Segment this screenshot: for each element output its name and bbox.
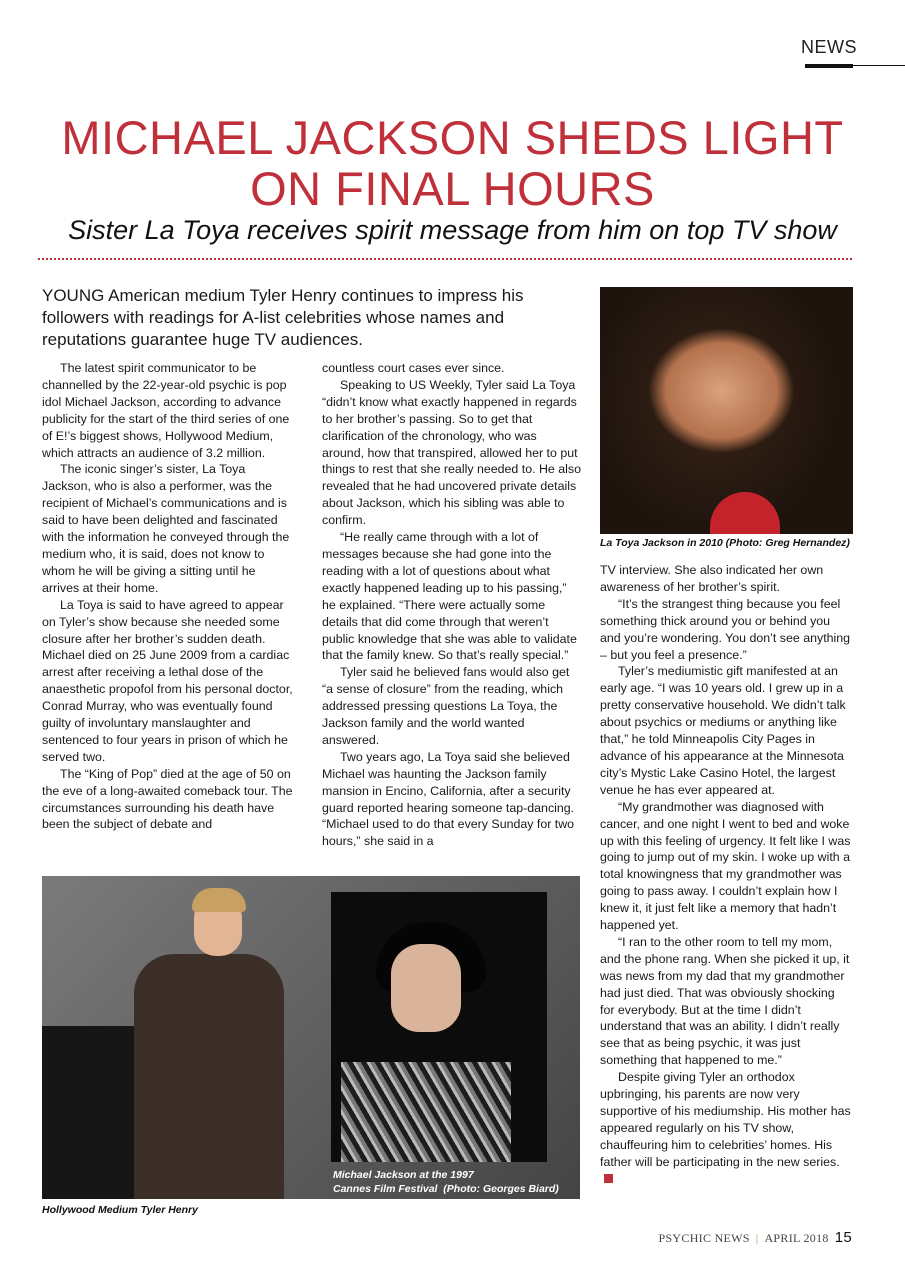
paragraph: “I ran to the other room to tell my mom, and the phone rang. When she picked it up, it was news from my dad that my grandmother had just died. That was obviously shocking for everybody. But at the time I didn’t understand that was an ability. I didn’t really see that as being psychic, it was just something that happened to me.” [600, 934, 850, 1068]
paragraph: The “King of Pop” died at the age of 50 on the eve of a long-awaited comeback tour. The circumstances surrounding his death have been the subject of debate and [42, 766, 293, 832]
paragraph: La Toya is said to have agreed to appear on Tyler’s show because she needed some closure after her brother’s sudden death. Michael died on 25 June 2009 from a cardiac arrest after receiving a lethal dose of the anaesthetic propofol from his personal doctor, Conrad Murray, who was eventually found guilty of involuntary manslaughter and sentenced to four years in prison of which he served two. [42, 597, 293, 764]
end-mark-icon [604, 1174, 613, 1183]
headline [40, 112, 865, 214]
body-column-3 [600, 562, 852, 1188]
publication-name: PSYCHIC NEWS [658, 1231, 750, 1245]
paragraph-text: Despite giving Tyler an orthodox upbringing, his parents are now very supportive of his mediumship. His mother has appeared regularly on his TV show, chauffeuring him to celebrities’ homes. His father will be participating in the new series. [600, 1070, 851, 1169]
michael-jackson-photo [331, 892, 547, 1162]
headline-line-1: MICHAEL JACKSON SHEDS LIGHT [61, 111, 844, 164]
page-number: 15 [834, 1229, 852, 1246]
paragraph [600, 1069, 852, 1187]
paragraph: Two years ago, La Toya said she believed Michael was haunting the Jackson family mansion in Encino, California, after a security guard reported hearing someone tap-dancing. “Michael used to do that every Sunday for two hours,” she said in a [322, 749, 575, 849]
section-label: NEWS [801, 37, 857, 57]
paragraph: Speaking to US Weekly, Tyler said La Toya “didn’t know what exactly happened in regards to her brother’s passing. So to get that clarification of the chronology, who was around, how that transpired, allowed her to put things to rest that she really needed to. He also revealed that he had uncovered private details about Jackson, which his sibling was able to confirm. [322, 377, 581, 528]
mj-caption [333, 1168, 573, 1196]
paragraph: “It’s the strangest thing because you feel something thick around you or behind you and you’re wondering. You don’t see anything – but you feel a presence.” [600, 596, 851, 662]
standfirst: YOUNG American medium Tyler Henry continues to impress his followers with readings for A-list celebrities whose names and reputations guarantee huge TV audiences. [42, 286, 524, 349]
latoya-caption: La Toya Jackson in 2010 (Photo: Greg Hernandez) [600, 537, 850, 549]
tyler-caption: Hollywood Medium Tyler Henry [42, 1204, 198, 1216]
page-footer [560, 1229, 852, 1246]
tyler-henry-photo [42, 876, 580, 1199]
mj-caption-line-1: Michael Jackson at the 1997 [333, 1169, 474, 1181]
paragraph: countless court cases ever since. [322, 361, 505, 375]
paragraph: TV interview. She also indicated her own awareness of her brother’s spirit. [600, 563, 824, 594]
tyler-figure [42, 876, 332, 1199]
paragraph: Tyler said he believed fans would also get “a sense of closure” from the reading, which addressed pressing questions La Toya, the Jackson family and the world wanted answered. [322, 665, 570, 747]
mj-face [391, 944, 461, 1032]
section-rule [805, 64, 853, 68]
latoya-photo [600, 287, 853, 534]
paragraph: “My grandmother was diagnosed with cancer, and one night I went to bed and woke up with this feeling of urgency. It felt like I was going to jump out of my skin. I woke up with a total knowingness that my grandmother was going to pass away. I couldn’t explain how I knew it, it just felt like a memory that hadn’t happened yet. [600, 799, 851, 933]
body-column-1 [42, 360, 295, 833]
issue-date: APRIL 2018 [764, 1231, 829, 1245]
footer-separator: | [755, 1231, 759, 1245]
tyler-body [134, 954, 284, 1199]
dotted-divider [38, 258, 852, 260]
mj-jacket [341, 1062, 511, 1162]
headline-line-2: ON FINAL HOURS [250, 162, 655, 215]
photo-detail [710, 492, 780, 534]
subhead: Sister La Toya receives spirit message from him on top TV show [68, 215, 837, 245]
body-column-2 [322, 360, 582, 850]
section-rule-thin [853, 65, 905, 66]
paragraph: “He really came through with a lot of messages because she had gone into the reading with a lot of questions about what exactly happened leading up to his passing,” he explained. “There were actually some details that did come through that weren’t public knowledge that she was able to validate that the family knew. So that’s really special.” [322, 530, 577, 663]
paragraph: The iconic singer’s sister, La Toya Jackson, who is also a performer, was the recipient of Michael’s communications and is said to have been delighted and fascinated with the information he conveyed through the medium who, it is said, does not know to whom he will be giving a sitting until he arrives at their home. [42, 462, 290, 595]
paragraph: The latest spirit communicator to be channelled by the 22-year-old psychic is pop idol Michael Jackson, according to advance publicity for the start of the third series of one of E!’s biggest shows, Hollywood Medium, which attracts an audience of 3.2 million. [42, 361, 290, 460]
paragraph: Tyler’s mediumistic gift manifested at an early age. “I was 10 years old. I grew up in a pretty conservative household. We didn’t talk about psychics or mediums or anything like that,” he told Minneapolis City Pages in advance of his appearance at the Minnesota city’s Mystic Lake Casino Hotel, the largest venue he has ever appeared at. [600, 664, 846, 797]
tyler-hair [192, 888, 246, 912]
mj-caption-line-2: Cannes Film Festival (Photo: Georges Biard) [333, 1183, 559, 1195]
